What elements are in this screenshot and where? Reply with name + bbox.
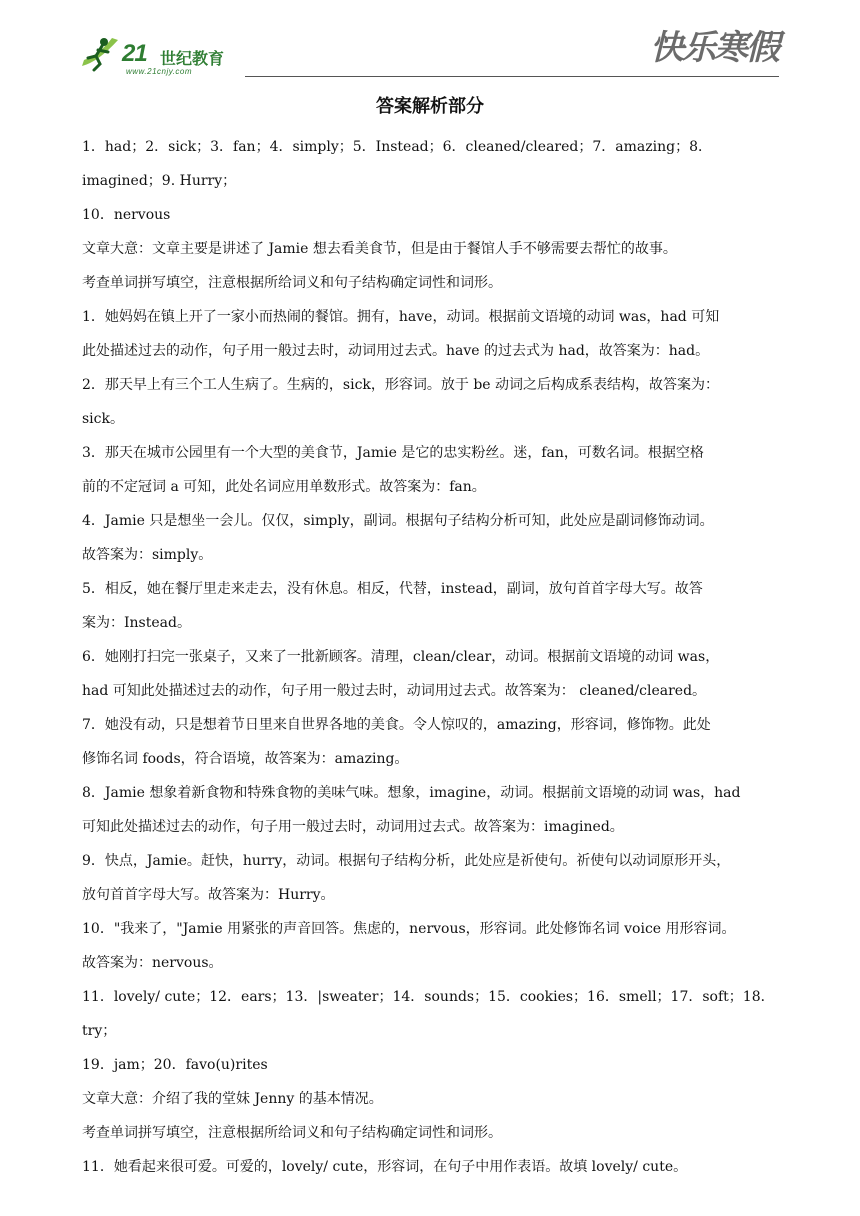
header-divider [245,76,779,77]
text-line: 10．nervous [82,207,171,223]
text-line: 考查单词拼写填空，注意根据所给词义和句子结构确定词性和词形。 [82,1125,502,1141]
text-line: 3．那天在城市公园里有一个大型的美食节，Jamie 是它的忠实粉丝。迷，fan，可数名词。根据空格 [82,445,704,461]
text-line: 案为：Instead。 [82,615,191,631]
text-line: 19．jam；20．favo(u)rites [82,1057,268,1073]
21cnjy-logo [78,30,248,80]
text-line: 8．Jamie 想象着新食物和特殊食物的美味气味。想象，imagine，动词。根据前文语境的动词 was，had [82,785,741,801]
text-line: 放句首首字母大写。故答案为：Hurry。 [82,887,335,903]
text-line: 考查单词拼写填空，注意根据所给词义和句子结构确定词性和词形。 [82,275,502,291]
logo-text: 世纪教育 [160,49,225,68]
text-line: 此处描述过去的动作，句子用一般过去时，动词用过去式。have 的过去式为 had，故答案为：had。 [82,343,710,359]
page-header [0,0,860,100]
text-line: sick。 [82,411,124,427]
text-line: 4．Jamie 只是想坐一会儿。仅仅，simply，副词。根据句子结构分析可知，此处应是副词修饰动词。 [82,513,714,529]
text-line: 故答案为：nervous。 [82,955,223,971]
runner-icon [78,34,122,74]
text-line: 10．"我来了，"Jamie 用紧张的声音回答。焦虑的，nervous，形容词。此处修饰名词 voice 用形容词。 [82,921,736,937]
happy-winter-holiday-logo: 快乐寒假 [650,28,778,68]
text-line: 前的不定冠词 a 可知，此处名词应用单数形式。故答案为：fan。 [82,479,486,495]
text-line: 故答案为：simply。 [82,547,213,563]
text-line: 可知此处描述过去的动作，句子用一般过去时，动词用过去式。故答案为：imagined。 [82,819,624,835]
text-line: 11．lovely/ cute；12．ears；13．|sweater；14．sounds；15．cookies；16．smell；17．soft；18．try； [82,989,775,1039]
logo-number: 21 [122,40,147,67]
text-line: 6．她刚打扫完一张桌子，又来了一批新顾客。清理，clean/clear，动词。根据前文语境的动词 was， [82,649,720,665]
text-line: had 可知此处描述过去的动作，句子用一般过去时，动词用过去式。故答案为： cleaned/cleared。 [82,683,707,699]
text-line: 文章大意：介绍了我的堂妹 Jenny 的基本情况。 [82,1091,383,1107]
text-line: 2．那天早上有三个工人生病了。生病的，sick，形容词。放于 be 动词之后构成系表结构，故答案为： [82,377,720,393]
text-line: 7．她没有动，只是想着节日里来自世界各地的美食。令人惊叹的，amazing，形容词，修饰物。此处 [82,717,711,733]
text-line: 9．快点，Jamie。赶快，hurry，动词。根据句子结构分析，此处应是祈使句。祈使句以动词原形开头， [82,853,731,869]
logo-url: www.21cnjy.com [126,67,192,76]
text-line: 1．她妈妈在镇上开了一家小而热闹的餐馆。拥有，have，动词。根据前文语境的动词 was，had 可知 [82,309,720,325]
page-title: 答案解析部分 [376,96,484,117]
text-line: 文章大意：文章主要是讲述了 Jamie 想去看美食节，但是由于餐馆人手不够需要去帮忙的故事。 [82,241,677,257]
text-line: 11．她看起来很可爱。可爱的，lovely/ cute，形容词，在句子中用作表语。故填 lovely/ cute。 [82,1159,688,1175]
text-line: 修饰名词 foods，符合语境，故答案为：amazing。 [82,751,409,767]
answer-content [82,130,780,1184]
text-line: 1．had；2．sick；3．fan；4．simply；5．Instead；6．cleaned/cleared；7．amazing；8．imagined；9. Hurry； [82,139,712,189]
text-line: 5．相反，她在餐厅里走来走去，没有休息。相反，代替，instead，副词，放句首首字母大写。故答 [82,581,703,597]
